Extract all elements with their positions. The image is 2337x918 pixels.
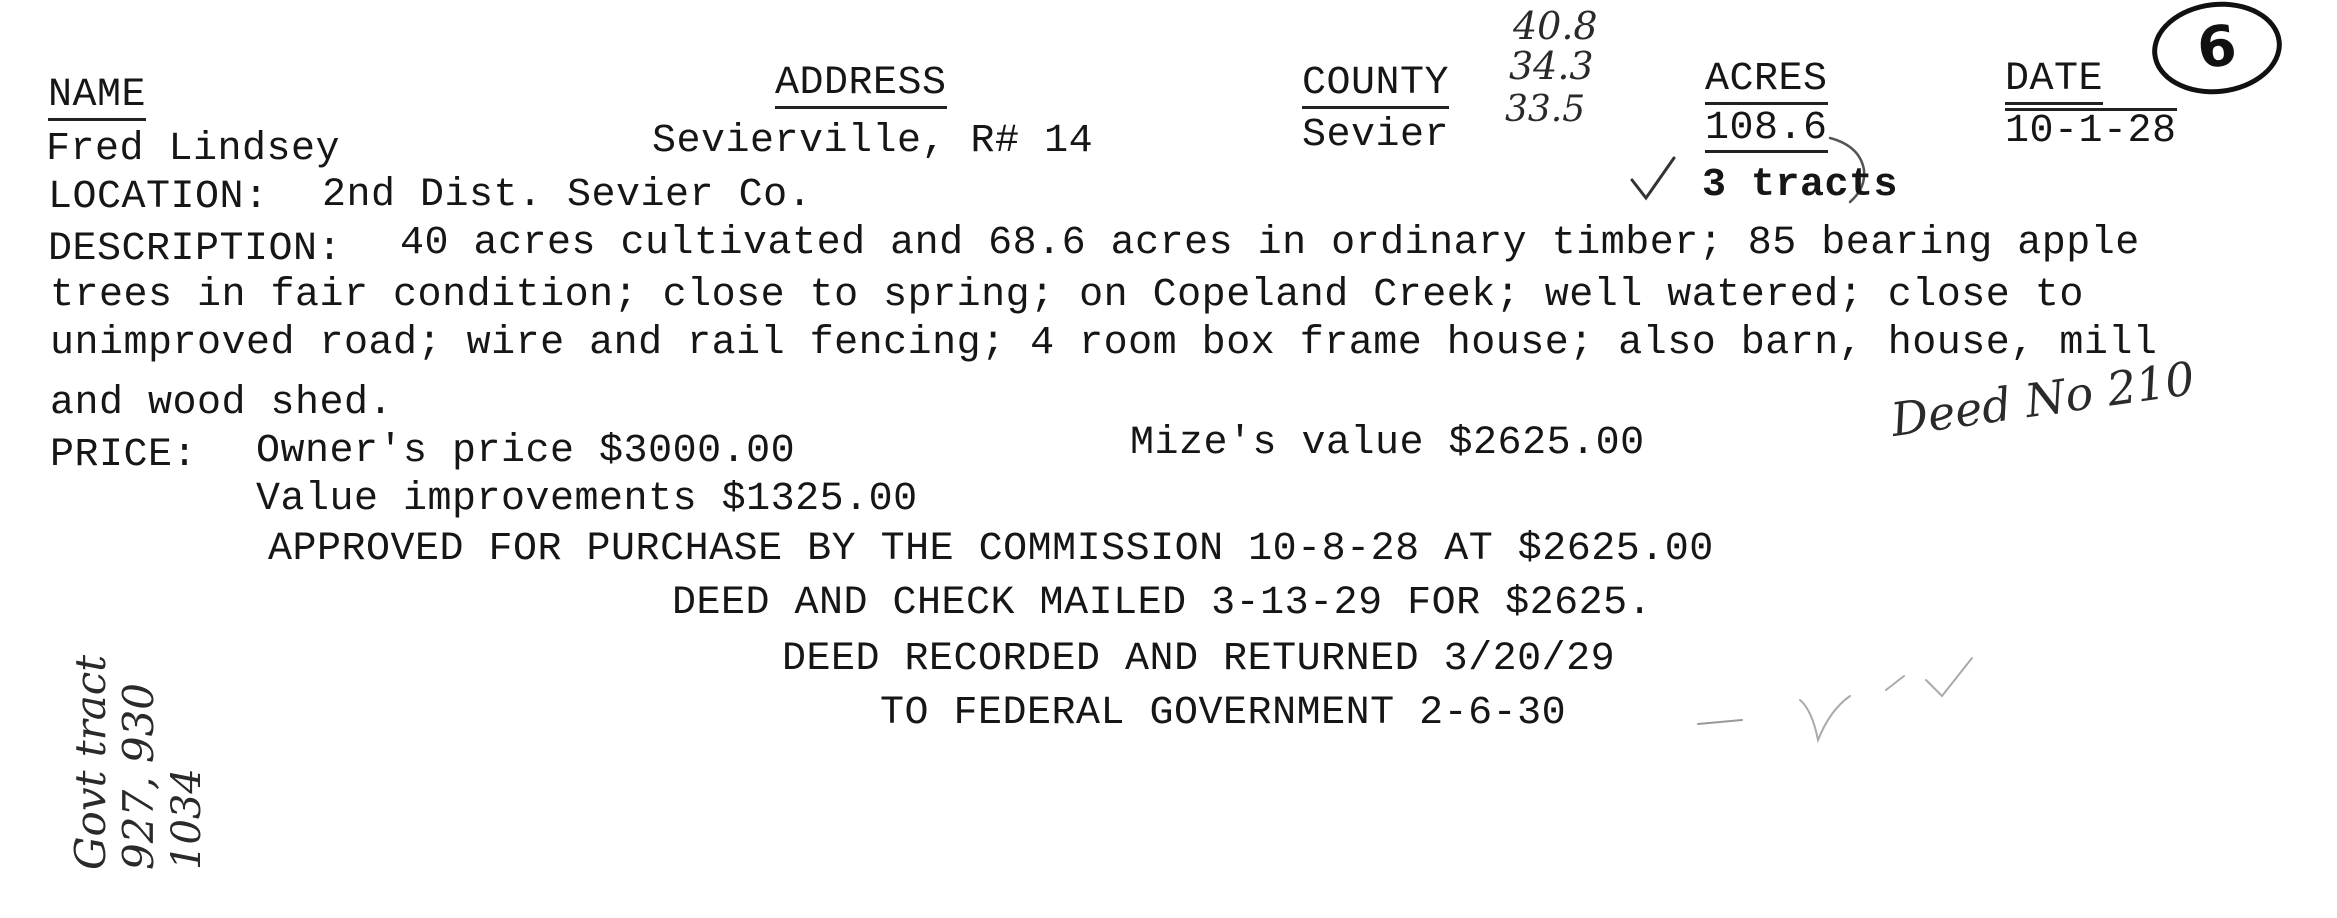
mizes-value: Mize's value $2625.00	[1130, 421, 1645, 466]
acres-value: 108.6	[1705, 106, 1828, 151]
owners-price: Owner's price $3000.00	[256, 429, 796, 474]
county-label: COUNTY	[1302, 62, 1449, 109]
federal-line: TO FEDERAL GOVERNMENT 2-6-30	[880, 691, 1567, 736]
tracts-note: 3 tracts	[1702, 163, 1899, 208]
date-value: 10-1-28	[2005, 109, 2177, 154]
circled-number-text: 6	[2194, 13, 2240, 82]
owner-county: Sevier	[1302, 113, 1450, 158]
date-label: DATE	[2005, 58, 2103, 105]
margin-note-line-2: 927, 930	[114, 682, 163, 870]
margin-note-line-1: Govt tract	[66, 654, 115, 870]
name-label: NAME	[48, 74, 146, 121]
description-line-3: unimproved road; wire and rail fencing; 4 room box frame house; also barn, house, mill	[50, 321, 2158, 366]
tract-acre-3: 33.5	[1505, 89, 1586, 130]
description-line-2: trees in fair condition; close to spring; on Copeland Creek; well watered; close to	[50, 273, 2084, 318]
value-improvements: Value improvements $1325.00	[256, 477, 918, 522]
acres-label: ACRES	[1705, 58, 1828, 105]
tract-acre-2: 34.3	[1509, 44, 1594, 88]
circled-number	[2148, 0, 2287, 101]
address-label: ADDRESS	[775, 62, 947, 109]
tract-acre-1: 40.8	[1513, 4, 1598, 48]
margin-note-line-3: 1034	[164, 768, 210, 870]
location-value: 2nd Dist. Sevier Co.	[322, 173, 813, 218]
approved-line: APPROVED FOR PURCHASE BY THE COMMISSION 10-8-28 AT $2625.00	[268, 527, 1714, 572]
pencil-scribble-icon	[1690, 640, 2050, 760]
owner-name: Fred Lindsey	[46, 127, 341, 172]
location-label: LOCATION:	[48, 175, 269, 220]
price-label: PRICE:	[50, 433, 198, 478]
description-line-4: and wood shed.	[50, 381, 394, 426]
deed-recorded-line: DEED RECORDED AND RETURNED 3/20/29	[782, 637, 1616, 682]
handwritten-tract-acres	[1505, 6, 1625, 146]
description-line-1: 40 acres cultivated and 68.6 acres in ordinary timber; 85 bearing apple	[400, 221, 2140, 266]
deed-mailed-line: DEED AND CHECK MAILED 3-13-29 FOR $2625.	[672, 581, 1653, 626]
deed-number-note: Deed No 210	[1887, 350, 2198, 447]
owner-address: Sevierville, R# 14	[652, 119, 1094, 164]
checkmark-icon	[1622, 150, 1692, 220]
margin-note	[60, 570, 230, 870]
description-label: DESCRIPTION:	[48, 227, 343, 272]
